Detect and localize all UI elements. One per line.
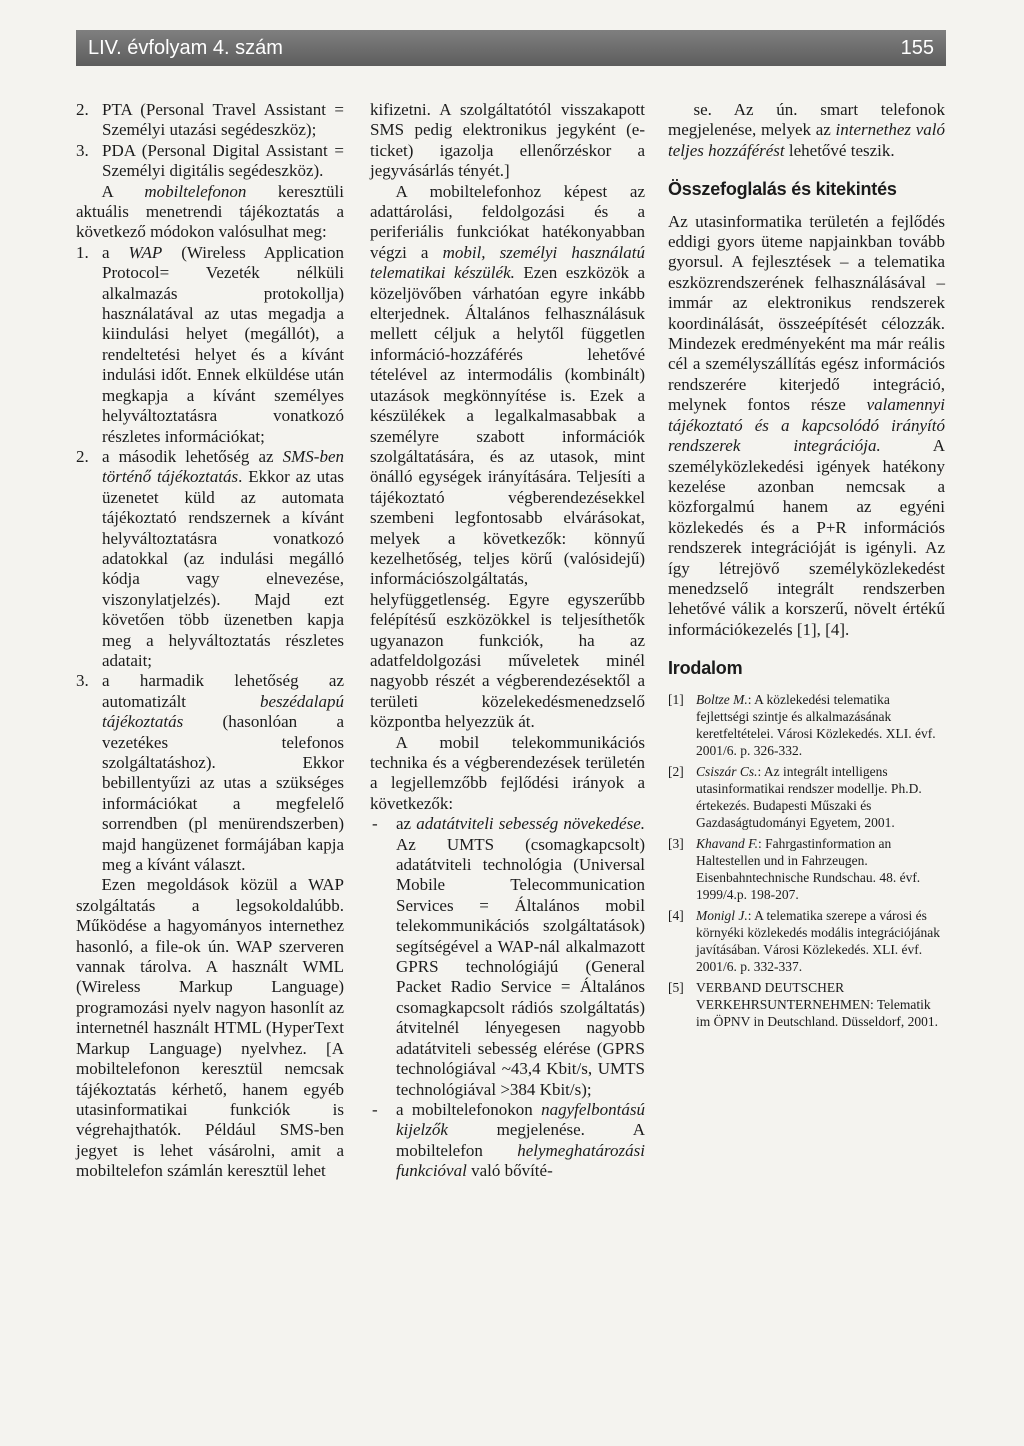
paragraph: kifizetni. A szolgáltatótól visszakapott SMS pedig elektronikus jegyként (e-ticket) igazolja ellenőrzéskor a jegyvásárlás tényét.] <box>370 100 645 181</box>
list-item: - az adatátviteli sebesség növekedése. Az UMTS (csomagkapcsolt) adatátviteli technológia (Universal Mobile Telecommunication Services = Általános mobil telekommunikációs szolgáltatások) segítségével a WAP-nál alkalmazott GPRS technológiájú (General Packet Radio Service = Általános csomagkapcsolt rádiós szolgáltatás) átvitelnél lényegesen nagyobb adatátviteli sebesség elérése (GPRS technológiával ~43,4 Kbit/s, UMTS technológiával >384 Kbit/s); <box>372 814 645 1099</box>
reference-item: [4] Monigl J.: A telematika szerepe a városi és környéki közlekedés modális integrációjának javításában. Városi Közlekedés. XLI. évf. 2001/6. p. 332-337. <box>668 907 941 974</box>
paragraph: A mobil telekommunikációs technika és a végberendezések területén a legjellemzőbb fejlődési irányok a következők: <box>370 732 645 813</box>
list-item: 3. PDA (Personal Digital Assistant = Személyi digitális segédeszköz). <box>76 140 344 181</box>
page-header <box>76 30 946 66</box>
list-item: - a mobiltelefonokon nagyfelbontású kijelzők megjelenése. A mobiltelefon helymeghatározási funkcióval való bővíté- <box>372 1099 645 1181</box>
column-2 <box>370 100 645 1182</box>
paragraph: A mobiltelefonon keresztüli aktuális menetrendi tájékoztatás a következő módokon valósulhat meg: <box>76 181 344 242</box>
section-heading-summary: Összefoglalás és kitekintés <box>668 179 897 200</box>
list-item: 2. a második lehetőség az SMS-ben történő tájékoztatás. Ekkor az utas üzenetet küld az automata tájékoztató rendszernek a kívánt helyváltoztatásra vonatkozó adatokkal (az indulási megálló kódja vagy elnevezése, viszonylatjelzés). Majd ezt követően több üzenetben kapja meg a helyváltoztatás részletes adatait; <box>76 446 344 670</box>
issue-label: LIV. évfolyam 4. szám <box>88 36 283 59</box>
reference-item: [1] Boltze M.: A közlekedési telematika fejlettségi szintje és alkalmazásának keretfeltételei. Városi Közlekedés. XLI. évf. 2001/6. p. 326-332. <box>668 691 936 758</box>
reference-item: [5] VERBAND DEUTSCHER VERKEHRSUNTERNEHMEN: Telematik im ÖPNV in Deutschland. Düsseldorf, 2001. <box>668 979 938 1029</box>
column-3 <box>668 100 945 1034</box>
reference-item: [2] Csiszár Cs.: Az integrált intelligens utasinformatikai rendszer modellje. Ph.D. értekezés. Budapesti Műszaki és Gazdaságtudományi Egyetem, 2001. <box>668 763 922 830</box>
list-item: 1. a WAP (Wireless Application Protocol= Vezeték nélküli alkalmazás protokollja) használatával az utas megadja a kiindulási helyet (megállót), a rendeltetési helyet és a kívánt indulási időt. Ennek elküldése után megkapja a kívánt személyes helyváltoztatásra vonatkozó részletes információkat; <box>76 242 345 446</box>
paragraph: se. Az ún. smart telefonok megjelenése, melyek az internethez való teljes hozzáférést lehetővé teszik. <box>668 100 946 160</box>
reference-list <box>668 691 945 1030</box>
section-heading-references: Irodalom <box>668 658 743 679</box>
paragraph: Az utasinformatika területén a fejlődés eddigi gyors üteme napjainkban tovább gyorsul. A fejlesztések – a telematika eszközrendszerének felhasználásával – immár az elektronikus rendszerek koordinálását, összeépítését célozzák. Mindezek eredményeként ma már reális cél a személyszállítás egész információs rendszerére kiterjedő integráció, melynek fontos része valamennyi tájékoztató és a kapcsolódó irányító rendszerek integrációja. A személyközlekedési igények hatékony kezelése azonban nemcsak a közforgalmú hanem az egyéni közlekedés és a P+R információs rendszerek integrációját is igényli. Az így létrejövő személyközlekedést menedzselő integrált rendszerben lehetővé válik a korszerű, növelt értékű információkezelés [1], [4]. <box>668 211 946 639</box>
reference-item: [3] Khavand F.: Fahrgastinformation an Haltestellen und in Fahrzeugen. Eisenbahntechnische Rundschau. 48. évf. 1999/4.p. 198-207. <box>668 835 921 902</box>
paragraph: Ezen megoldások közül a WAP szolgáltatás a legsokoldalúbb. Működése a hagyományos internethez hasonló, a file-ok ún. WAP szerveren vannak tárolva. A használt WML (Wireless Markup Language) programozási nyelv nagyon hasonlít az internetnél használt HTML (HyperText Markup Language) nyelvhez. [A mobiltelefonon keresztül nemcsak tájékoztatás kérhető, hanem egyéb utasinformatikai funkciók is végrehajthatók. Például SMS-ben jegyet is lehet vásárolni, amit a mobiltelefon számlán keresztül lehet <box>76 875 344 1181</box>
paragraph: A mobiltelefonhoz képest az adattárolási, feldolgozási és a periferiális funkciókat hatékonyabban végzi a mobil, személyi használatú telematikai készülék. Ezen eszközök a közeljövőben várhatóan egyre inkább elterjednek. Általános felhasználásuk mellett céljuk a helytől független információ-hozzáférés lehetővé tételével az intermodális (kombinált) utazások megkönnyítése is. Ezek a készülékek a legalkalmasabbak a személyre szabott információk szolgáltatására, és az utasok, mint önálló egységek irányítására. Teljesíti a tájékoztató végberendezésekkel szembeni legfontosabb elvárásokat, melyek a következők: könnyű kezelhetőség, teljes körű (valósidejű) információszolgáltatás, helyfüggetlenség. Egyre egyszerűbb felépítésű eszközökkel is teljesíthetők ugyanazon funkciók, ha az adatfeldolgozási műveletek minél nagyobb részét a végberendezésektől a területi közelekedésmenedzselő központba helyezzük át. <box>370 181 645 732</box>
page-number: 155 <box>900 36 934 59</box>
column-1 <box>76 100 344 1182</box>
list-item: 2. PTA (Personal Travel Assistant = Személyi utazási segédeszköz); <box>76 100 344 140</box>
list-item: 3. a harmadik lehetőség az automatizált beszédalapú tájékoztatás (hasonlóan a vezetékes telefonos szolgáltatáshoz). Ekkor bebillentyűzi az utas a szükséges információkat a megfelelő sorrendben (pl menürendszerben) majd hangüzenet formájában kapja meg a kívánt választ. <box>76 671 344 875</box>
